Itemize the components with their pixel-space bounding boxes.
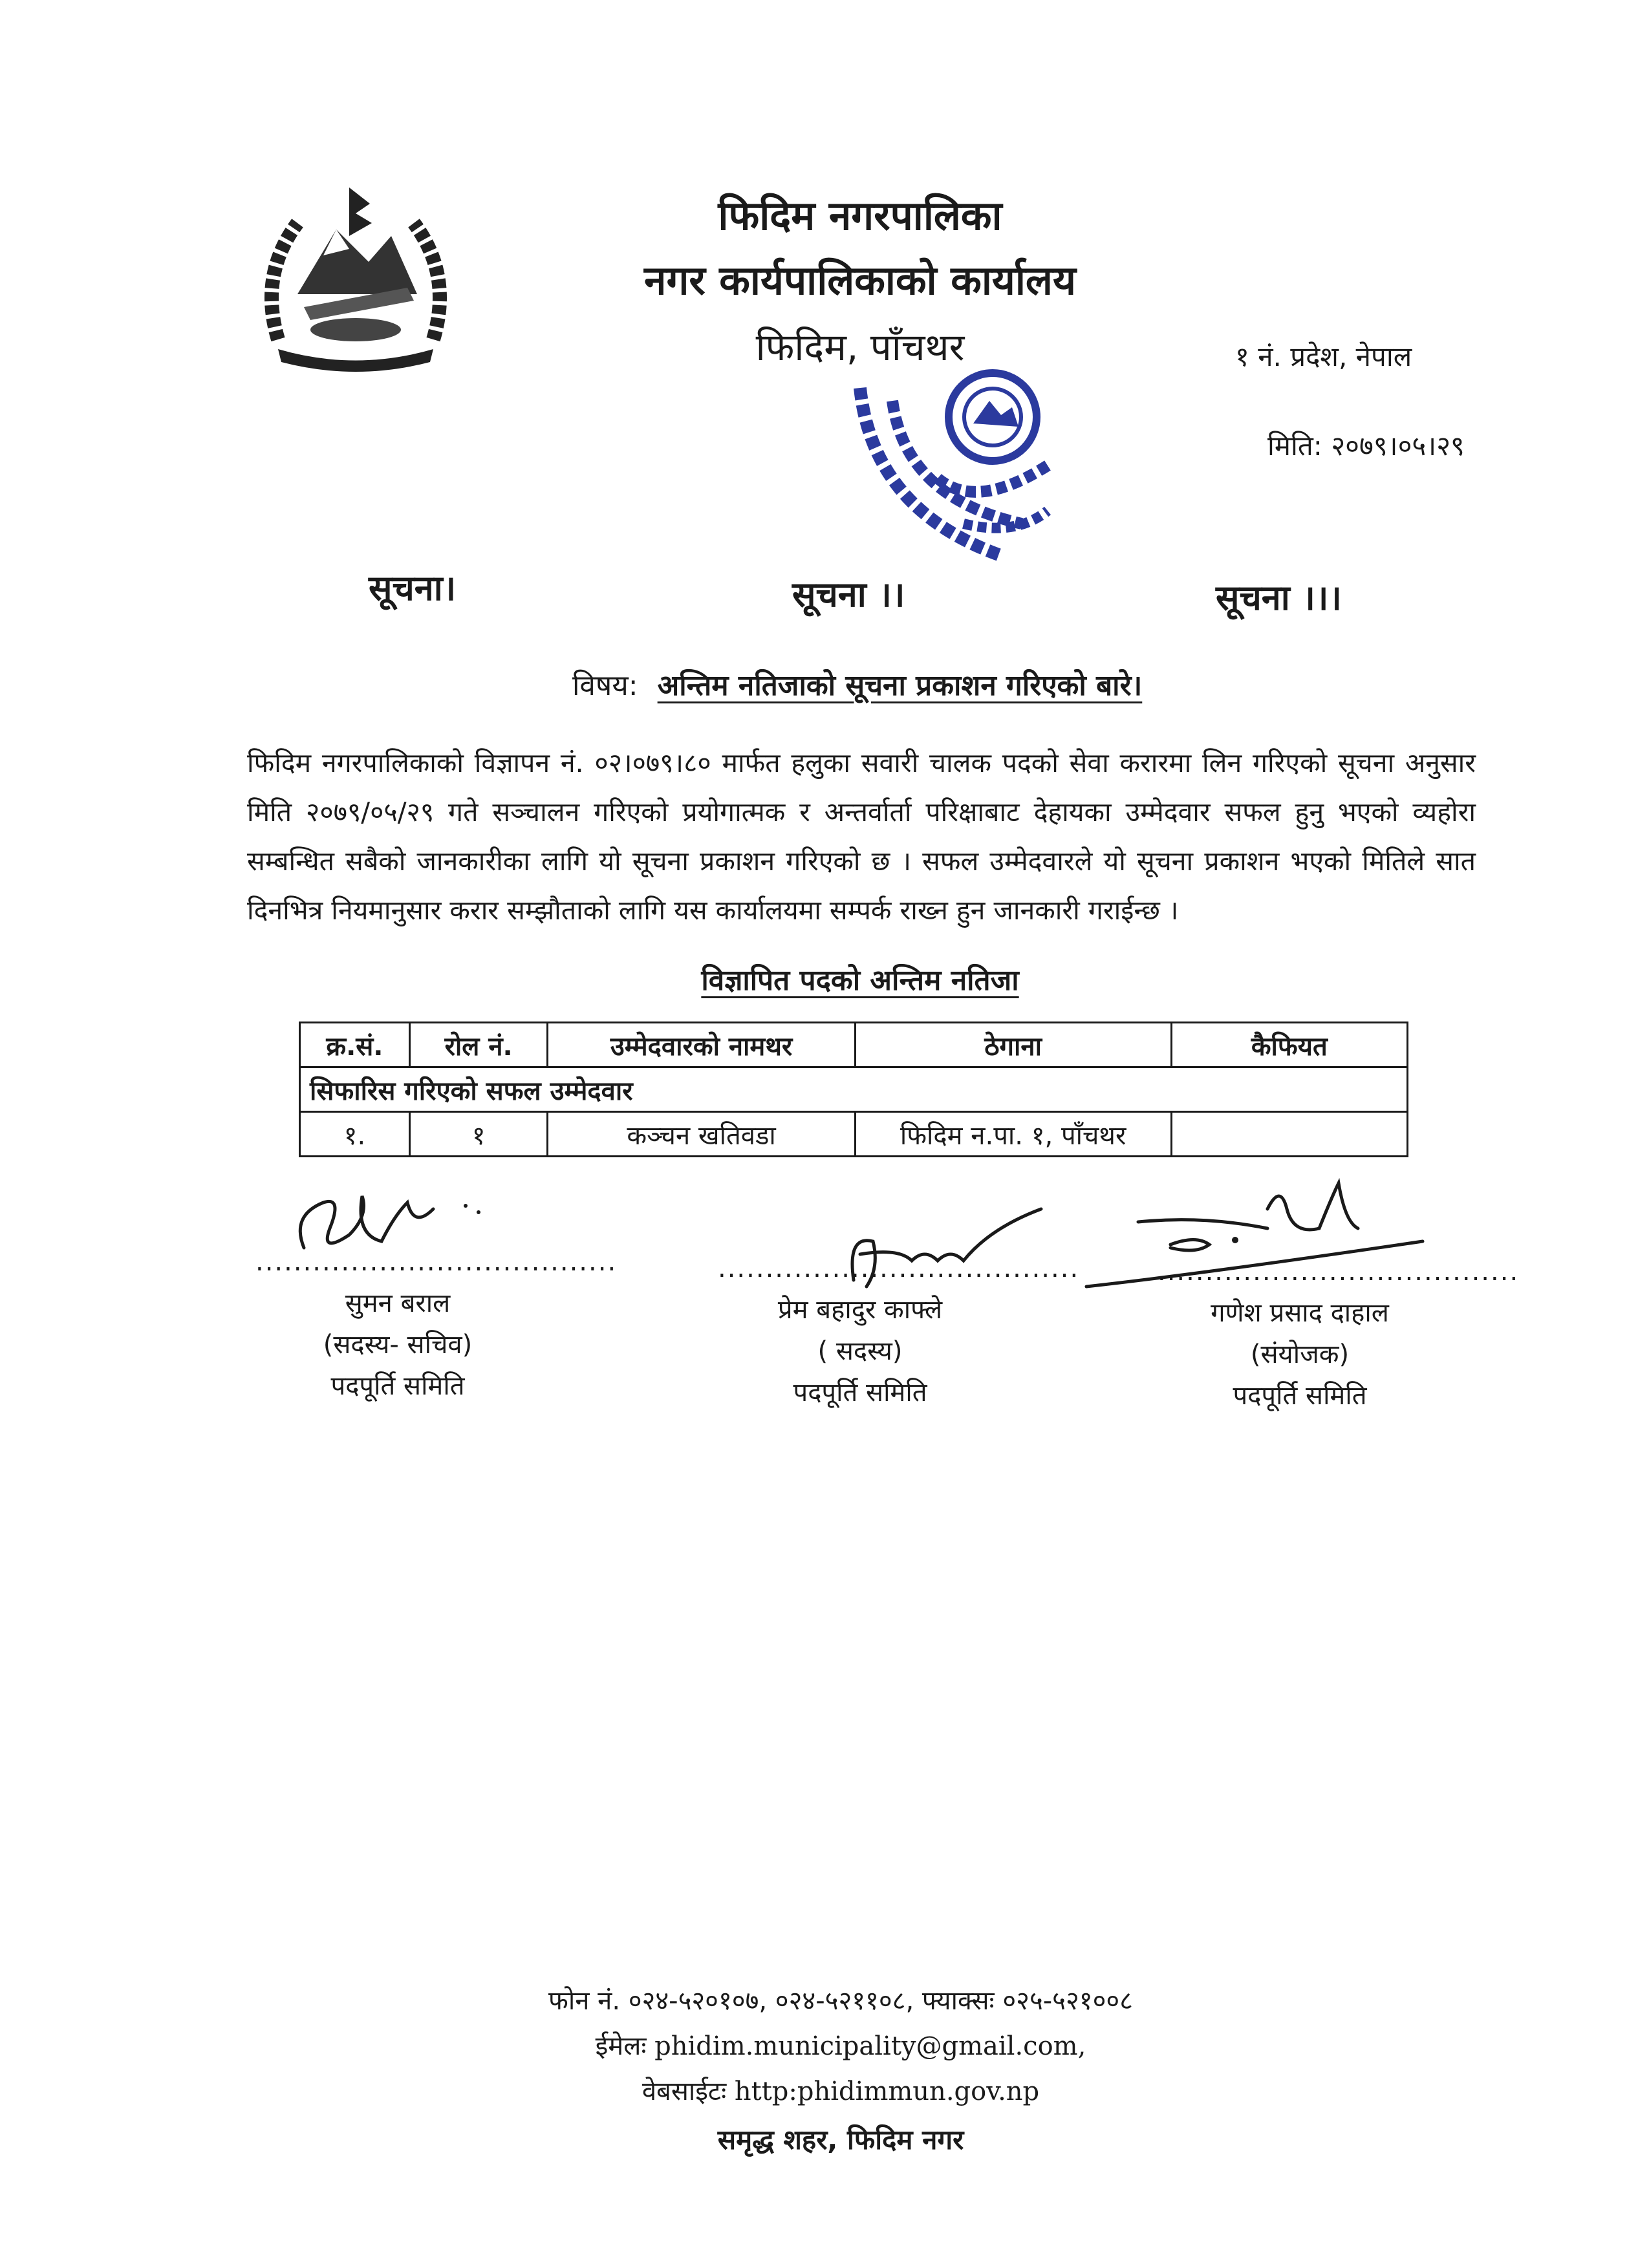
signature-line: ......................................: [718, 1254, 1080, 1283]
footer-slogan: समृद्ध शहर, फिदिम नगर: [717, 2124, 964, 2156]
signatory-name: सुमन बराल: [345, 1289, 451, 1318]
footer-email: ईमेलः phidim.municipality@gmail.com,: [595, 2031, 1086, 2061]
signatory-name: प्रेम बहादुर काफ्ले: [777, 1295, 943, 1325]
signature-line: ......................................: [255, 1247, 618, 1277]
office-location: फिदिम, पाँचथर: [755, 325, 965, 369]
signatory-role: (संयोजक): [1250, 1340, 1350, 1369]
results-title: विज्ञापित पदको अन्तिम नतिजा: [701, 964, 1019, 997]
emblem-caption: जननी जन्मभूमिश्च स्वर्गादपि गरीयसी: [317, 353, 394, 359]
cell-roll: १: [409, 1112, 548, 1157]
footer-phone: फोन नं. ०२४-५२०१०७, ०२४-५२११०८, फ्याक्सः ०२५-५२१००८: [548, 1986, 1133, 2016]
col-serial: क्र.सं.: [300, 1023, 410, 1067]
org-name: फिदिम नगरपालिका: [718, 192, 1002, 239]
subject-text: अन्तिम नतिजाको सूचना प्रकाशन गरिएको बारे।: [657, 669, 1143, 702]
results-table: [299, 1022, 1408, 1157]
signatory-name: गणेश प्रसाद दाहाल: [1211, 1298, 1389, 1328]
office-name: नगर कार्यपालिकाको कार्यालय: [644, 257, 1076, 304]
cell-candidate-name: कञ्चन खतिवडा: [548, 1112, 855, 1157]
col-remarks: कैफियत: [1171, 1023, 1407, 1067]
signature-line: ......................................: [1158, 1257, 1520, 1287]
section-row: [300, 1067, 1408, 1112]
signatory-3: [1158, 1251, 1520, 1417]
signatory-role: (सदस्य- सचिव): [323, 1330, 473, 1360]
notice-3: सूचना ।।।: [1216, 577, 1342, 618]
nepal-emblem: [252, 184, 459, 375]
section-label: सिफारिस गरिएको सफल उम्मेदवार: [300, 1067, 1408, 1112]
signatory-committee: पदपूर्ति समिति: [330, 1371, 465, 1401]
notice-1: सूचना।: [369, 568, 457, 608]
signatory-2: [718, 1248, 1080, 1413]
subject-line: [572, 665, 1142, 703]
signatory-committee: पदपूर्ति समिति: [793, 1378, 927, 1407]
col-address: ठेगाना: [855, 1023, 1171, 1067]
body-paragraph: फिदिम नगरपालिकाको विज्ञापन नं. ०२।०७९।८० मार्फत हलुका सवारी चालक पदको सेवा करारमा लिन गरिएको सूचना अनुसार मिति २०७९/०५/२९ गते सञ्चालन गरिएको प्रयोगात्मक र अन्तर्वार्ता परिक्षाबाट देहायका उम्मेदवार सफल हुनु भएको व्यहोरा सम्बन्धित सबैको जानकारीका लागि यो सूचना प्रकाशन गरिएको छ । सफल उम्मेदवारले यो सूचना प्रकाशन भएको मितिले सात दिनभित्र नियमानुसार करार सम्झौताको लागि यस कार्यालयमा सम्पर्क राख्न हुन जानकारी गराईन्छ ।: [247, 747, 1476, 926]
cell-address: फिदिम न.पा. १, पाँचथर: [855, 1112, 1171, 1157]
signatory-role: ( सदस्य): [817, 1336, 903, 1366]
col-roll: रोल नं.: [409, 1023, 548, 1067]
office-stamp: [834, 362, 1093, 575]
cell-remarks: [1171, 1112, 1407, 1157]
province-label: १ नं. प्रदेश, नेपाल: [1235, 341, 1412, 372]
subject-label: विषय:: [572, 669, 638, 702]
footer-website: वेबसाईटः http:phidimmun.gov.np: [641, 2077, 1040, 2106]
issue-date: मिति: २०७९।०५।२९: [1267, 430, 1465, 462]
signatory-1: [255, 1241, 618, 1407]
col-candidate-name: उम्मेदवारको नामथर: [548, 1023, 855, 1067]
cell-serial: १.: [300, 1112, 410, 1157]
table-row: [300, 1112, 1408, 1157]
signatory-committee: पदपूर्ति समिति: [1233, 1381, 1367, 1411]
results-header-row: [300, 1023, 1408, 1067]
notice-2: सूचना ।।: [792, 574, 905, 615]
